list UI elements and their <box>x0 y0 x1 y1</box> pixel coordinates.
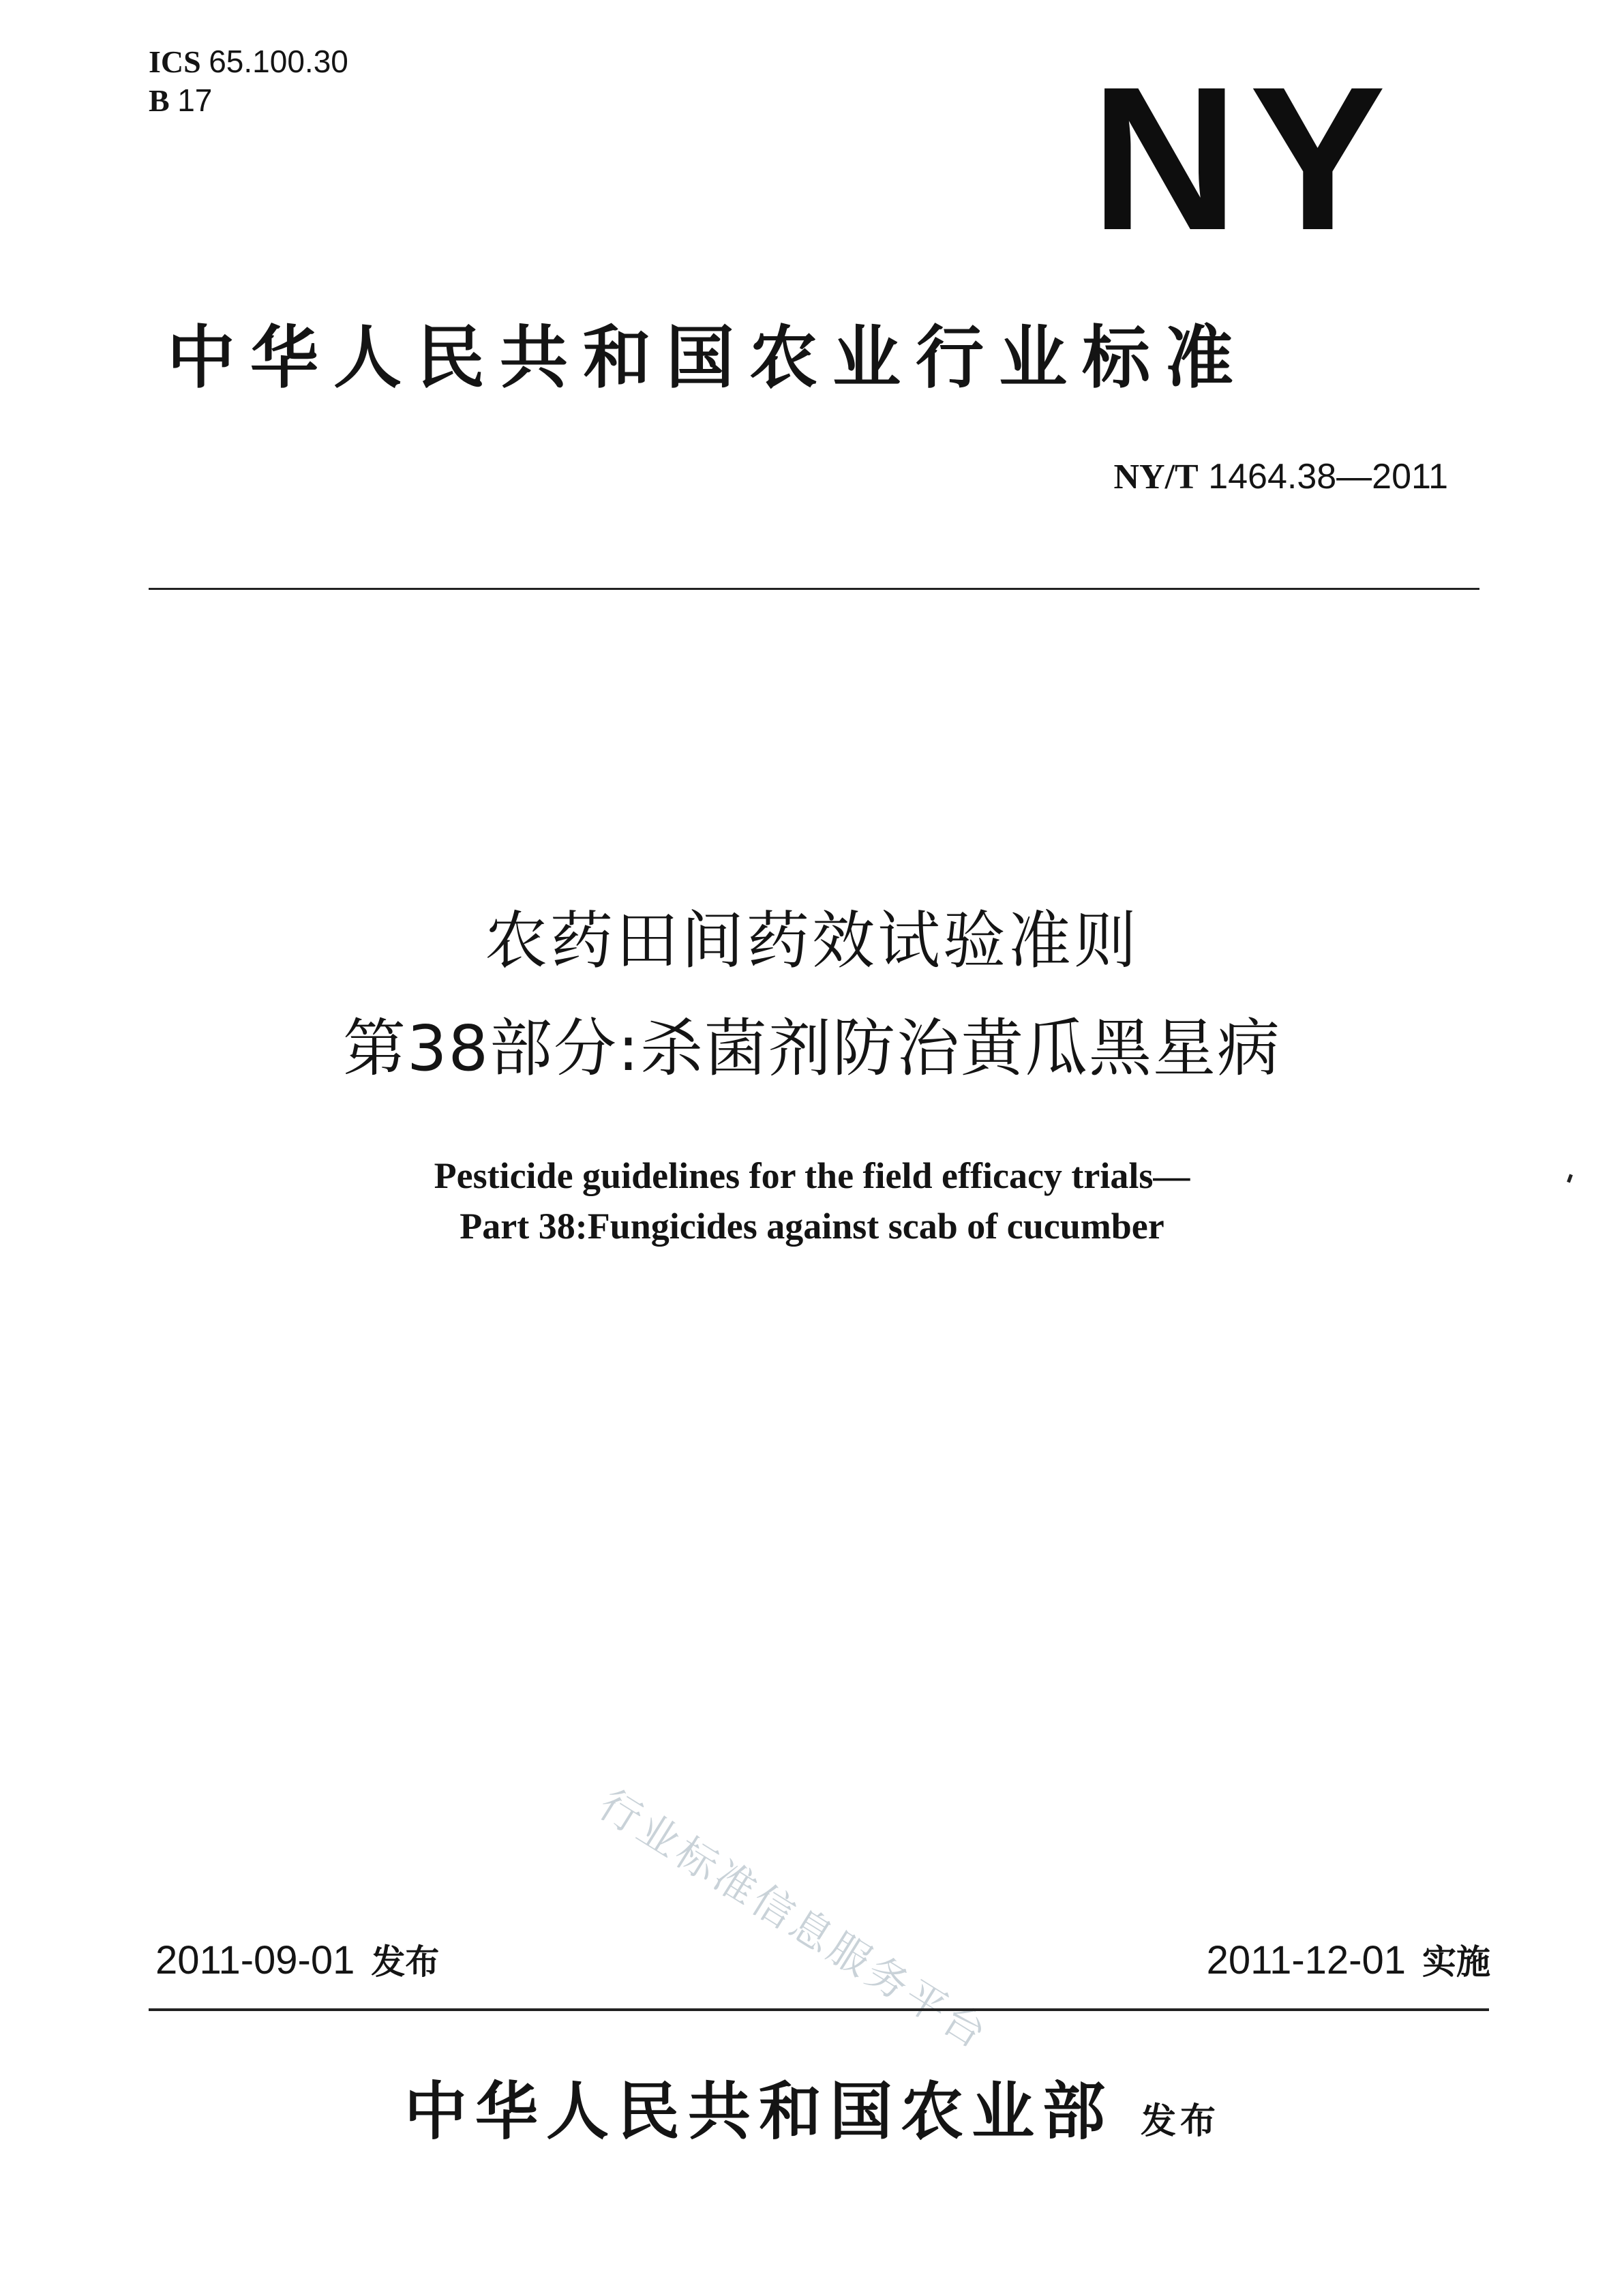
ccs-label: B <box>149 83 170 118</box>
ics-value: 65.100.30 <box>209 44 348 79</box>
issue-label: 发布 <box>371 1942 440 1982</box>
implementation-date: 2011-12-01 <box>1206 1938 1406 1982</box>
title-en-line2: Part 38:Fungicides against scab of cucumber <box>460 1206 1164 1247</box>
issue-date: 2011-09-01 <box>155 1938 355 1982</box>
standard-class-title: 中华人民共和国农业行业标准 <box>167 318 1248 398</box>
publisher-line <box>0 2070 1624 2162</box>
bottom-divider <box>149 2008 1489 2011</box>
ny-logo: NY <box>1091 44 1397 273</box>
classification-codes <box>149 42 348 120</box>
watermark: 行业标准信息服务平台 <box>590 1781 997 2060</box>
standard-number-code: 1464.38—2011 <box>1208 457 1448 496</box>
ccs-value: 17 <box>177 83 213 118</box>
title-en-line1: Pesticide guidelines for the field efficacy trials— <box>434 1155 1190 1196</box>
publisher-name: 中华人民共和国农业部 <box>404 2075 1113 2148</box>
title-cn-line1: 农药田间药效试验准则 <box>484 904 1139 977</box>
issue-date-line <box>155 1937 439 1986</box>
implementation-date-line <box>1207 1937 1490 1986</box>
ics-label: ICS <box>149 44 201 79</box>
ccs-code <box>149 81 348 120</box>
publisher-action: 发布 <box>1141 2101 1220 2142</box>
top-divider <box>149 588 1479 590</box>
title-cn-line2: 第38部分:杀菌剂防治黄瓜黑星病 <box>342 1012 1282 1085</box>
implementation-label: 实施 <box>1422 1942 1490 1982</box>
ics-code <box>149 42 348 81</box>
standard-number-prefix: NY/T <box>1113 458 1199 496</box>
standard-number <box>1114 456 1449 499</box>
